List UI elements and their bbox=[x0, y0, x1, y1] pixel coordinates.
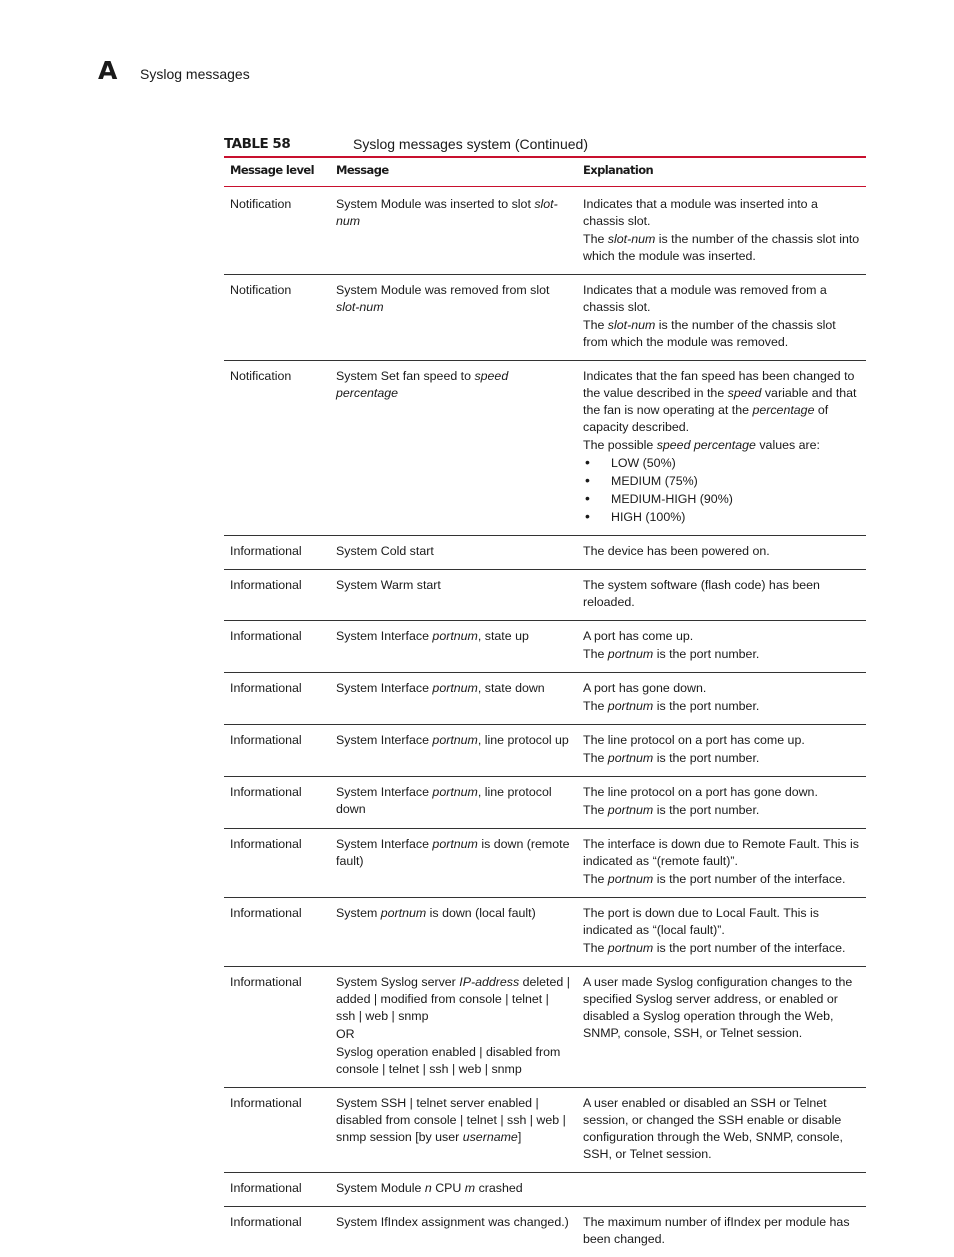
message-level-cell: Informational bbox=[224, 898, 330, 967]
explanation-text: The possible speed percentage values are: bbox=[583, 437, 860, 454]
list-item-label: MEDIUM (75%) bbox=[611, 474, 698, 488]
explanation-text: The interface is down due to Remote Fault. This is indicated as “(remote fault)”. bbox=[583, 836, 860, 870]
message-text: System Interface portnum, state down bbox=[336, 680, 571, 697]
message-level-cell: Informational bbox=[224, 777, 330, 829]
syslog-messages-table bbox=[224, 158, 866, 1257]
message-cell bbox=[330, 673, 577, 725]
table-row bbox=[224, 898, 866, 967]
speed-values-list bbox=[583, 455, 860, 526]
table-row bbox=[224, 1207, 866, 1257]
table-number: TABLE 58 bbox=[224, 136, 290, 152]
message-cell bbox=[330, 725, 577, 777]
bullet-icon: • bbox=[585, 490, 590, 507]
message-cell bbox=[330, 536, 577, 570]
message-text: OR bbox=[336, 1026, 571, 1043]
explanation-text: The line protocol on a port has gone down. bbox=[583, 784, 860, 801]
explanation-cell bbox=[577, 967, 866, 1088]
list-item bbox=[583, 491, 860, 508]
explanation-text: The maximum number of ifIndex per module has been changed. bbox=[583, 1214, 860, 1248]
explanation-cell bbox=[577, 536, 866, 570]
explanation-cell bbox=[577, 189, 866, 275]
message-level-cell: Informational bbox=[224, 829, 330, 898]
explanation-text: Indicates that a module was removed from a chassis slot. bbox=[583, 282, 860, 316]
message-text: System Module was removed from slot slot-num bbox=[336, 282, 571, 316]
explanation-cell bbox=[577, 361, 866, 536]
table-row bbox=[224, 361, 866, 536]
message-text: System IfIndex assignment was changed.) bbox=[336, 1214, 571, 1231]
explanation-text: The portnum is the port number of the interface. bbox=[583, 940, 860, 957]
message-text: Syslog operation enabled | disabled from console | telnet | ssh | web | snmp bbox=[336, 1044, 571, 1078]
explanation-text: A user made Syslog configuration changes to the specified Syslog server address, or enabled or disabled a Syslog operation through the Web, SNMP, console, SSH, or Telnet session. bbox=[583, 974, 860, 1042]
message-level-cell: Notification bbox=[224, 189, 330, 275]
list-item bbox=[583, 509, 860, 526]
message-level-cell: Informational bbox=[224, 536, 330, 570]
message-level-cell: Informational bbox=[224, 1173, 330, 1207]
explanation-text: A port has come up. bbox=[583, 628, 860, 645]
table-row bbox=[224, 1088, 866, 1173]
message-cell bbox=[330, 1207, 577, 1257]
explanation-cell bbox=[577, 898, 866, 967]
table-caption bbox=[224, 136, 866, 156]
explanation-cell bbox=[577, 673, 866, 725]
message-text: System Cold start bbox=[336, 543, 571, 560]
explanation-cell bbox=[577, 725, 866, 777]
message-level-cell: Informational bbox=[224, 967, 330, 1088]
chapter-letter: A bbox=[98, 56, 117, 85]
message-level-cell: Notification bbox=[224, 361, 330, 536]
table-row bbox=[224, 725, 866, 777]
table-row bbox=[224, 673, 866, 725]
message-level-cell: Informational bbox=[224, 673, 330, 725]
explanation-text: The port is down due to Local Fault. This is indicated as “(local fault)”. bbox=[583, 905, 860, 939]
explanation-text: The portnum is the port number of the interface. bbox=[583, 871, 860, 888]
explanation-cell bbox=[577, 1173, 866, 1207]
message-level-cell: Informational bbox=[224, 725, 330, 777]
explanation-cell bbox=[577, 1088, 866, 1173]
explanation-text: The portnum is the port number. bbox=[583, 698, 860, 715]
table-row bbox=[224, 1173, 866, 1207]
message-cell bbox=[330, 570, 577, 621]
explanation-text: The slot-num is the number of the chassis slot from which the module was removed. bbox=[583, 317, 860, 351]
table-row bbox=[224, 829, 866, 898]
explanation-text: The device has been powered on. bbox=[583, 543, 860, 560]
message-level-cell: Informational bbox=[224, 621, 330, 673]
list-item bbox=[583, 473, 860, 490]
message-cell bbox=[330, 967, 577, 1088]
table-row bbox=[224, 967, 866, 1088]
message-level-cell: Informational bbox=[224, 1207, 330, 1257]
explanation-text: Indicates that the fan speed has been changed to the value described in the speed variable and that the fan is now operating at the percentage of capacity described. bbox=[583, 368, 860, 436]
column-header-message-level: Message level bbox=[224, 158, 330, 189]
bullet-icon: • bbox=[585, 454, 590, 471]
message-level-cell: Informational bbox=[224, 1088, 330, 1173]
list-item bbox=[583, 455, 860, 472]
message-text: System Interface portnum, line protocol up bbox=[336, 732, 571, 749]
explanation-cell bbox=[577, 1207, 866, 1257]
message-cell bbox=[330, 777, 577, 829]
message-cell bbox=[330, 621, 577, 673]
message-cell bbox=[330, 829, 577, 898]
explanation-cell bbox=[577, 777, 866, 829]
message-text: System SSH | telnet server enabled | disabled from console | telnet | ssh | web | snmp session [by user username] bbox=[336, 1095, 571, 1146]
table-row bbox=[224, 275, 866, 361]
explanation-cell bbox=[577, 621, 866, 673]
message-cell bbox=[330, 1173, 577, 1207]
message-cell bbox=[330, 275, 577, 361]
bullet-icon: • bbox=[585, 472, 590, 489]
bullet-icon: • bbox=[585, 508, 590, 525]
chapter-title: Syslog messages bbox=[140, 66, 250, 82]
message-cell bbox=[330, 898, 577, 967]
message-level-cell: Informational bbox=[224, 570, 330, 621]
message-cell bbox=[330, 1088, 577, 1173]
message-text: System Module was inserted to slot slot-num bbox=[336, 196, 571, 230]
message-text: System Module n CPU m crashed bbox=[336, 1180, 571, 1197]
table-row bbox=[224, 777, 866, 829]
explanation-text: The portnum is the port number. bbox=[583, 802, 860, 819]
explanation-cell bbox=[577, 829, 866, 898]
list-item-label: HIGH (100%) bbox=[611, 510, 685, 524]
explanation-text: A user enabled or disabled an SSH or Telnet session, or changed the SSH enable or disable configuration through the Web, SNMP, console, SSH, or Telnet session. bbox=[583, 1095, 860, 1163]
table-row bbox=[224, 189, 866, 275]
message-text: System Interface portnum is down (remote fault) bbox=[336, 836, 571, 870]
table-header-row bbox=[224, 158, 866, 189]
explanation-text: The slot-num is the number of the chassis slot into which the module was inserted. bbox=[583, 231, 860, 265]
message-cell bbox=[330, 361, 577, 536]
table-row bbox=[224, 621, 866, 673]
message-level-cell: Notification bbox=[224, 275, 330, 361]
explanation-text: The portnum is the port number. bbox=[583, 750, 860, 767]
explanation-text: Indicates that a module was inserted into a chassis slot. bbox=[583, 196, 860, 230]
list-item-label: MEDIUM-HIGH (90%) bbox=[611, 492, 733, 506]
message-text: System Interface portnum, state up bbox=[336, 628, 571, 645]
table-title: Syslog messages system (Continued) bbox=[353, 136, 588, 152]
message-cell bbox=[330, 189, 577, 275]
explanation-text: The system software (flash code) has been reloaded. bbox=[583, 577, 860, 611]
column-header-explanation: Explanation bbox=[577, 158, 866, 189]
table-body bbox=[224, 189, 866, 1257]
explanation-cell bbox=[577, 275, 866, 361]
message-text: System Interface portnum, line protocol down bbox=[336, 784, 571, 818]
explanation-cell bbox=[577, 570, 866, 621]
table-row bbox=[224, 570, 866, 621]
explanation-text: A port has gone down. bbox=[583, 680, 860, 697]
list-item-label: LOW (50%) bbox=[611, 456, 676, 470]
message-text: System Syslog server IP-address deleted | added | modified from console | telnet | ssh | web | snmp bbox=[336, 974, 571, 1025]
message-text: System portnum is down (local fault) bbox=[336, 905, 571, 922]
table-row bbox=[224, 536, 866, 570]
message-text: System Warm start bbox=[336, 577, 571, 594]
explanation-text: The line protocol on a port has come up. bbox=[583, 732, 860, 749]
message-text: System Set fan speed to speed percentage bbox=[336, 368, 571, 402]
explanation-text: The portnum is the port number. bbox=[583, 646, 860, 663]
column-header-message: Message bbox=[330, 158, 577, 189]
